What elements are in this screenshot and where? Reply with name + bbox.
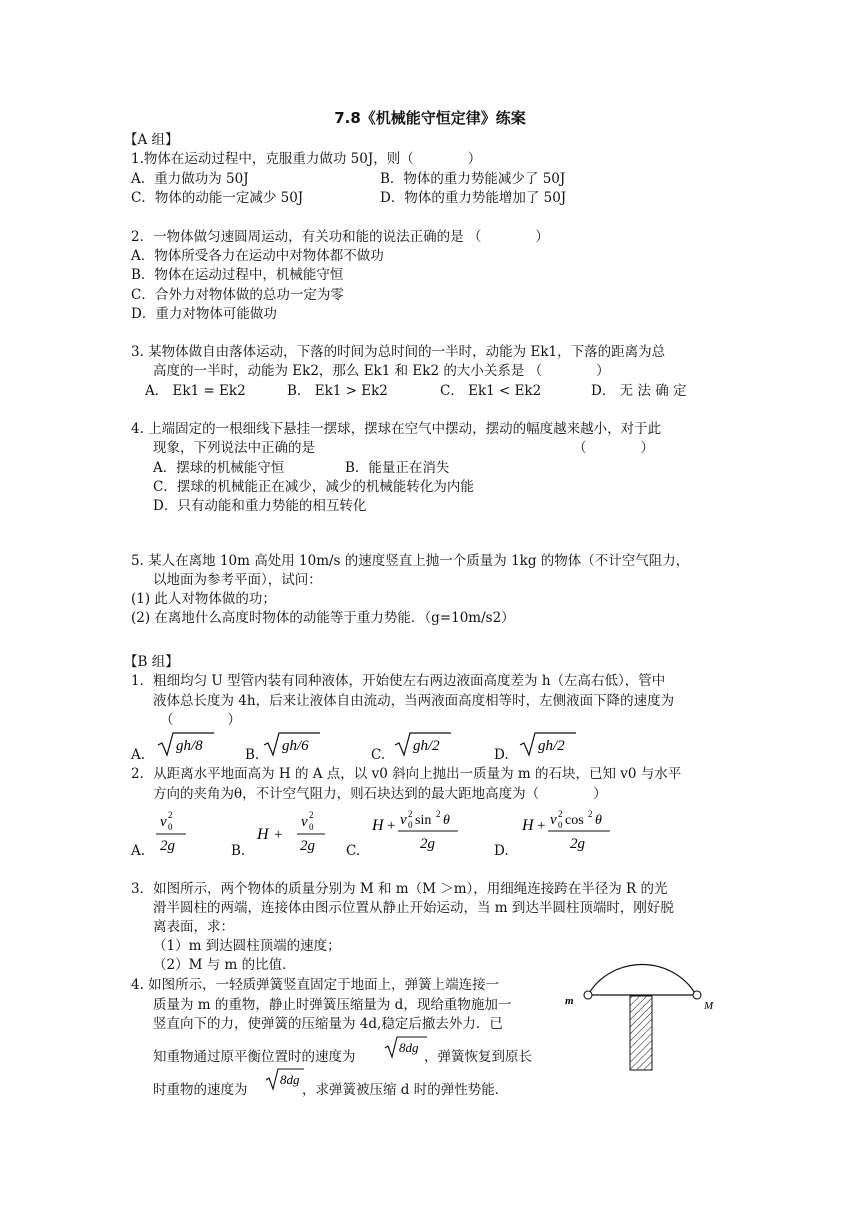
svg-text:+: + xyxy=(274,827,283,843)
label-m: m xyxy=(565,995,574,1007)
a-q2-option-c: C．合外力对物体做的总功一定为零 xyxy=(131,287,344,303)
a-q4-line1: 4. 上端固定的一根细线下悬挂一摆球，摆球在空气中摆动，摆动的幅度越来越小，对于此 xyxy=(131,421,662,437)
label-M: M xyxy=(704,1000,714,1012)
b-q1-sqrt-b xyxy=(262,731,322,757)
a-q1-option-b: B．物体的重力势能减少了 50J xyxy=(380,171,566,187)
svg-text:0: 0 xyxy=(408,820,413,830)
a-q5-line2: 以地面为参考平面），试问： xyxy=(153,572,322,588)
b-q1-option-a: A. xyxy=(131,747,146,763)
b-q4-expr-2: 8dg xyxy=(280,1072,300,1087)
b-q4-sqrt-1 xyxy=(383,1035,429,1059)
b-q1-line1: 1．粗细均匀 U 型管内装有同种液体，开始使左右两边液面高度差为 h（左高右低），管中 xyxy=(131,673,666,689)
a-q1-option-c: C．物体的动能一定减少 50J xyxy=(131,190,304,206)
svg-text:2: 2 xyxy=(588,809,593,819)
b-q4-line1: 4. 如图所示，一轻质弹簧竖直固定于地面上，弹簧上端连接一 xyxy=(131,977,500,993)
a-q5-line1: 5. 某人在离地 10m 高处用 10m/s 的速度竖直上抛一个质量为 1kg 的物体（不计空气阻力， xyxy=(131,553,690,569)
a-q4-answer-paren: （ ） xyxy=(573,440,654,456)
svg-text:cos: cos xyxy=(565,813,584,828)
a-q2-option-d: D．重力对物体可能做功 xyxy=(131,306,277,322)
b-q1-expr-b: gh/6 xyxy=(282,738,309,754)
a-q3-option-a: A． Ek1 = Ek2 xyxy=(145,383,246,399)
a-q1-stem: 1.物体在运动过程中，克服重力做功 50J，则（ ） xyxy=(131,151,482,167)
a-q4-option-d: D．只有动能和重力势能的相互转化 xyxy=(153,498,367,514)
b-q4-line5-start: 时重物的速度为 xyxy=(153,1082,248,1098)
b-q1-expr-d: gh/2 xyxy=(538,738,565,754)
b-q2-option-c: C. xyxy=(346,843,361,859)
b-q3-line1: 3．如图所示，两个物体的质量分别为 M 和 m（M ＞m），用细绳连接跨在半径为 R 的光 xyxy=(131,881,668,897)
b-q2-line2: 方向的夹角为θ，不计空气阻力，则石块达到的最大距地高度为（ ） xyxy=(153,786,607,802)
b-q1-sqrt-d xyxy=(518,731,578,757)
b-q3-sub1: （1）m 到达圆柱顶端的速度； xyxy=(153,938,341,954)
svg-text:v: v xyxy=(400,812,407,828)
b-q3-sub2: （2）M 与 m 的比值． xyxy=(153,957,296,973)
b-q1-option-b: B. xyxy=(245,747,260,763)
b-q4-expr-1: 8dg xyxy=(399,1040,419,1055)
b-q4-line4-start: 知重物通过原平衡位置时的速度为 xyxy=(153,1049,356,1065)
svg-text:2g: 2g xyxy=(420,836,435,852)
a-q3-option-b: B． Ek1 > Ek2 xyxy=(287,383,388,399)
mass-M-circle xyxy=(693,991,701,999)
svg-text:θ: θ xyxy=(443,813,450,828)
mass-m-circle xyxy=(584,991,592,999)
a-q4-line2: 现象，下列说法中正确的是 xyxy=(153,440,315,456)
b-q4-line2: 质量为 m 的重物，静止时弹簧压缩量为 d，现给重物施加一 xyxy=(153,997,512,1013)
svg-text:2: 2 xyxy=(408,809,413,819)
b-q1-line3: （ ） xyxy=(160,712,241,728)
group-b-header: 【B 组】 xyxy=(124,654,179,670)
a-q1-option-a: A．重力做功为 50J xyxy=(131,171,249,187)
svg-text:2g: 2g xyxy=(570,836,585,852)
b-q4-line3: 竖直向下的力，使弹簧的压缩量为 4d,稳定后撤去外力．已 xyxy=(153,1016,503,1032)
svg-text:2: 2 xyxy=(558,809,563,819)
svg-text:2: 2 xyxy=(436,809,441,819)
b-q2-formula-b xyxy=(255,806,335,856)
a-q3-option-c: C． Ek1 < Ek2 xyxy=(440,383,542,399)
a-q3-line1: 3. 某物体做自由落体运动，下落的时间为总时间的一半时，动能为 Ek1，下落的距离为总 xyxy=(131,344,666,360)
support-pillar xyxy=(630,996,652,1070)
svg-text:θ: θ xyxy=(595,813,602,828)
b-q4-line4-end: ，弹簧恢复到原长 xyxy=(424,1049,532,1065)
b-q4-sqrt-2 xyxy=(264,1067,306,1091)
svg-text:+: + xyxy=(537,818,546,834)
svg-text:2: 2 xyxy=(309,810,314,820)
b-q3-line2: 滑半圆柱的两端，连接体由图示位置从静止开始运动，当 m 到达半圆柱顶端时，刚好脱 xyxy=(153,900,674,916)
svg-text:2g: 2g xyxy=(300,838,315,854)
svg-text:2: 2 xyxy=(168,810,173,820)
svg-text:+: + xyxy=(387,818,396,834)
b-q2-formula-a xyxy=(150,806,196,856)
a-q3-line2: 高度的一半时，动能为 Ek2，那么 Ek1 和 Ek2 的大小关系是 （ ） xyxy=(153,363,610,379)
a-q4-option-b: B．能量正在消失 xyxy=(345,460,450,476)
svg-text:0: 0 xyxy=(168,822,173,832)
a-q2-option-b: B．物体在运动过程中，机械能守恒 xyxy=(131,267,344,283)
b-q1-option-c: C. xyxy=(371,747,386,763)
b-q1-option-d: D. xyxy=(494,747,509,763)
b-q2-line1: 2．从距离水平地面高为 H 的 A 点，以 v0 斜向上抛出一质量为 m 的石块，已知 v0 与水平 xyxy=(131,766,682,782)
a-q2-stem: 2．一物体做匀速圆周运动，有关功和能的说法正确的是 （ ） xyxy=(131,229,549,245)
b-q2-formula-d xyxy=(520,806,632,856)
svg-text:v: v xyxy=(160,814,167,830)
b-q1-expr-a: gh/8 xyxy=(176,738,203,754)
svg-text:sin: sin xyxy=(415,813,432,828)
half-cylinder-figure xyxy=(556,938,736,1072)
svg-text:H: H xyxy=(522,817,534,834)
svg-text:H: H xyxy=(372,817,384,834)
semicircle-arc xyxy=(588,965,696,995)
b-q2-option-a: A. xyxy=(131,843,146,859)
b-q1-sqrt-c xyxy=(393,731,453,757)
svg-text:v: v xyxy=(550,812,557,828)
b-q4-line5-end: ，求弹簧被压缩 d 时的弹性势能． xyxy=(302,1082,509,1098)
a-q3-option-d: D． 无 法 确 定 xyxy=(591,383,687,399)
a-q1-option-d: D．物体的重力势能增加了 50J xyxy=(380,190,567,206)
a-q4-option-c: C．摆球的机械能正在减少，减少的机械能转化为内能 xyxy=(153,479,474,495)
b-q1-line2: 液体总长度为 4h，后来让液体自由流动，当两液面高度相等时，左侧液面下降的速度为 xyxy=(153,693,675,709)
b-q1-expr-c: gh/2 xyxy=(413,738,440,754)
svg-text:H: H xyxy=(257,826,269,843)
svg-text:0: 0 xyxy=(558,820,563,830)
a-q4-option-a: A．摆球的机械能守恒 xyxy=(153,460,285,476)
a-q5-sub2: (2) 在离地什么高度时物体的动能等于重力势能．（g=10m/s2） xyxy=(131,610,515,626)
group-a-header: 【A 组】 xyxy=(124,132,179,148)
page-title: 7.8《机械能守恒定律》练案 xyxy=(334,109,526,127)
b-q2-option-b: B. xyxy=(231,843,246,859)
svg-text:0: 0 xyxy=(309,822,314,832)
svg-text:v: v xyxy=(301,814,308,830)
b-q1-sqrt-a xyxy=(156,731,216,757)
b-q2-formula-c xyxy=(370,806,482,856)
svg-text:2g: 2g xyxy=(160,838,175,854)
b-q2-option-d: D. xyxy=(494,843,509,859)
a-q2-option-a: A．物体所受各力在运动中对物体都不做功 xyxy=(131,248,384,264)
b-q3-line3: 离表面，求： xyxy=(153,919,234,935)
a-q5-sub1: (1) 此人对物体做的功； xyxy=(131,591,276,607)
